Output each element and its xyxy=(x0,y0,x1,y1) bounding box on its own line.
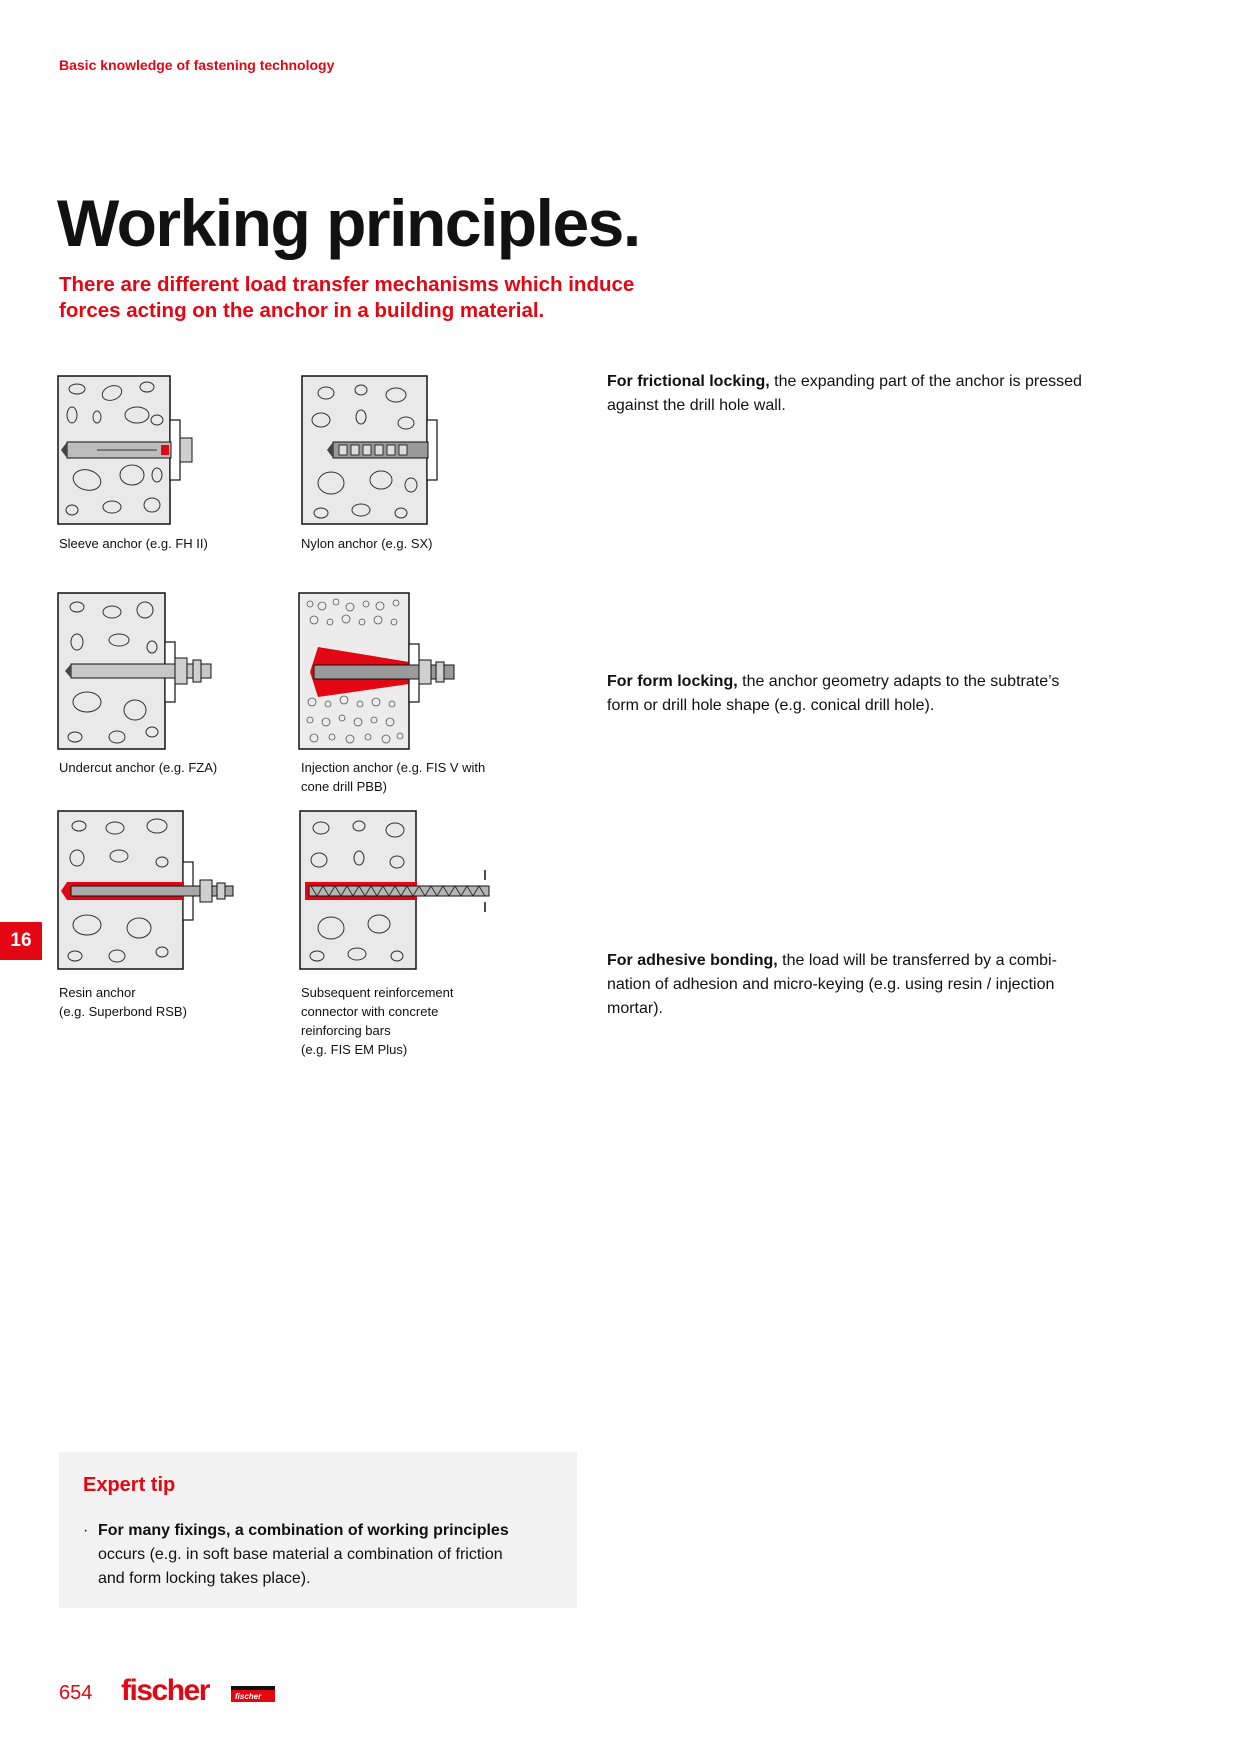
caption-nylon-anchor xyxy=(301,534,433,553)
reinforcement-connector-illustration xyxy=(299,810,494,972)
sleeve-anchor-illustration xyxy=(57,375,217,525)
page-number: 654 xyxy=(59,1682,93,1704)
frictional-locking-description xyxy=(607,370,1127,418)
adhesive-text-line: nation of adhesion and micro-keying (e.g. using resin / injection xyxy=(607,976,1055,993)
logo-badge-stripe xyxy=(231,1686,275,1690)
nylon-anchor-illustration xyxy=(301,375,461,525)
caption-line: Undercut anchor (e.g. FZA) xyxy=(59,760,218,775)
caption-undercut-anchor xyxy=(59,758,217,777)
page-subtitle: There are different load transfer mechanisms which induce forces acting on the anchor in a building material. xyxy=(59,273,635,322)
page-title: Working principles. xyxy=(57,186,640,260)
caption-injection-anchor xyxy=(301,758,485,796)
form-lead: For form locking, xyxy=(607,673,738,690)
caption-line: (e.g. FIS EM Plus) xyxy=(301,1042,408,1057)
caption-line: (e.g. Superbond RSB) xyxy=(59,1004,187,1019)
chapter-tab[interactable]: 16 xyxy=(0,922,42,960)
form-locking-description xyxy=(607,670,1127,718)
caption-line: Subsequent reinforcement xyxy=(301,985,454,1000)
logo-badge-text: fischer xyxy=(235,1692,262,1701)
caption-line: Nylon anchor (e.g. SX) xyxy=(301,536,433,551)
caption-line: Sleeve anchor (e.g. FH II) xyxy=(59,536,208,551)
section-label: Basic knowledge of fastening technology xyxy=(59,57,335,73)
caption-sleeve-anchor xyxy=(59,534,208,553)
expert-tip-text-line: and form locking takes place). xyxy=(98,1570,311,1587)
expert-tip-bold: For many fixings, a combination of working principles xyxy=(98,1522,509,1539)
bullet-icon: · xyxy=(83,1522,89,1539)
expert-tip-box xyxy=(59,1452,577,1608)
adhesive-lead: For adhesive bonding, xyxy=(607,952,778,969)
expert-tip-item xyxy=(83,1519,553,1591)
resin-anchor-illustration xyxy=(57,810,237,972)
caption-line: reinforcing bars xyxy=(301,1023,391,1038)
frictional-text-line: the expanding part of the anchor is pressed xyxy=(769,373,1082,390)
frictional-text-line: against the drill hole wall. xyxy=(607,397,786,414)
frictional-lead: For frictional locking, xyxy=(607,373,770,390)
logo-wordmark: fischer xyxy=(121,1674,209,1707)
fischer-logo xyxy=(121,1672,281,1713)
expert-tip-text-line: occurs (e.g. in soft base material a combination of friction xyxy=(98,1546,503,1563)
caption-line: cone drill PBB) xyxy=(301,779,387,794)
caption-line: Injection anchor (e.g. FIS V with xyxy=(301,760,486,775)
caption-resin-anchor xyxy=(59,983,187,1021)
injection-anchor-illustration xyxy=(298,592,458,752)
form-text-line: the anchor geometry adapts to the subtrate’s xyxy=(737,673,1060,690)
adhesive-bonding-description xyxy=(607,949,1127,1021)
adhesive-text-line: mortar). xyxy=(607,1000,663,1017)
adhesive-text-line: the load will be transferred by a combi- xyxy=(777,952,1057,969)
caption-reinforcement-connector xyxy=(301,983,453,1059)
expert-tip-title: Expert tip xyxy=(83,1474,176,1496)
undercut-anchor-illustration xyxy=(57,592,217,752)
caption-line: Resin anchor xyxy=(59,985,136,1000)
caption-line: connector with concrete xyxy=(301,1004,439,1019)
form-text-line: form or drill hole shape (e.g. conical drill hole). xyxy=(607,697,935,714)
